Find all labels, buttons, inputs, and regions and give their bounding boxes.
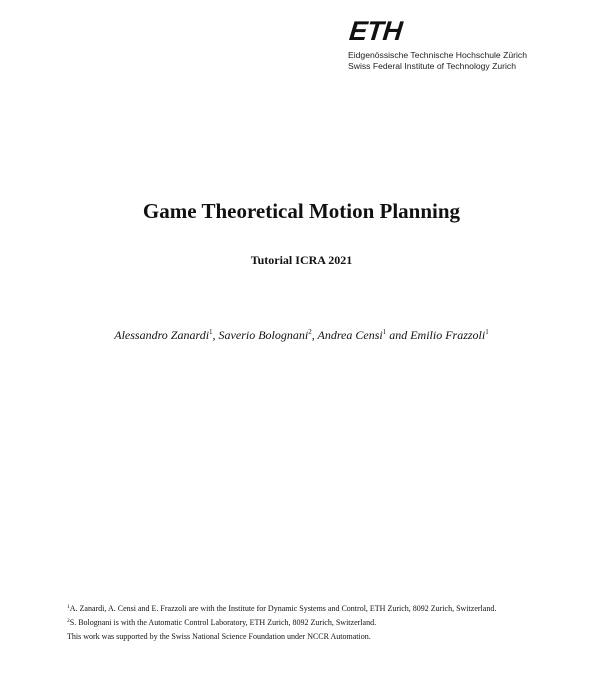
footnote-funding	[67, 630, 496, 644]
footnote-text: S. Bolognani is with the Automatic Control Laboratory, ETH Zurich, 8092 Zurich, Switzerland.	[69, 618, 377, 627]
author-name: Andrea Censi	[317, 328, 383, 342]
author-affiliation-mark: 1	[209, 328, 213, 336]
eth-logo: ETH	[347, 16, 404, 46]
author-line	[0, 327, 603, 343]
author-affiliation-mark: 1	[485, 328, 489, 336]
footnote-text: A. Zanardi, A. Censi and E. Frazzoli are with the Institute for Dynamic Systems and Control, ETH Zurich, 8092 Zurich, Switzerland.	[69, 604, 497, 613]
author-separator: ,	[311, 328, 318, 342]
author-name: Saverio Bolognani	[218, 328, 309, 342]
author-affiliation-mark: 1	[382, 328, 387, 336]
footnote-mark: 2	[67, 618, 70, 624]
author-separator: ,	[212, 328, 219, 342]
author-separator-and: and	[386, 328, 411, 342]
institution-name-english: Swiss Federal Institute of Technology Zurich	[348, 61, 516, 71]
eth-header	[348, 18, 527, 72]
document-title: Game Theoretical Motion Planning	[142, 199, 461, 223]
footnotes	[67, 602, 496, 644]
document-subtitle: Tutorial ICRA 2021	[250, 253, 353, 267]
author-name: Alessandro Zanardi	[114, 328, 210, 342]
footnote-mark: 1	[67, 604, 70, 610]
institution-name-german: Eidgenössische Technische Hochschule Zürich	[348, 50, 527, 60]
footnote-text: This work was supported by the Swiss National Science Foundation under NCCR Automation.	[67, 632, 371, 641]
author-name: Emilio Frazzoli	[410, 328, 486, 342]
author-affiliation-mark: 2	[308, 328, 312, 336]
footnote	[67, 616, 496, 630]
footnote	[67, 602, 496, 616]
